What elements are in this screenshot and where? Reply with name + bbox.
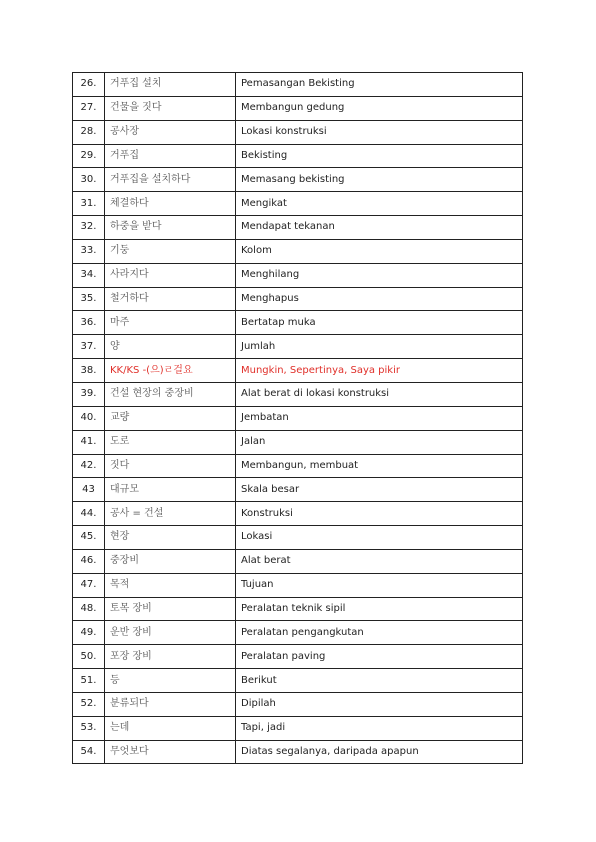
table-row	[73, 239, 523, 263]
row-number: 43	[73, 478, 105, 502]
korean-term: 거푸집 설치	[105, 73, 236, 97]
table-row	[73, 645, 523, 669]
korean-term: 양	[105, 335, 236, 359]
row-number: 34.	[73, 263, 105, 287]
table-row	[73, 73, 523, 97]
row-number: 31.	[73, 192, 105, 216]
indonesian-translation: Membangun, membuat	[236, 454, 523, 478]
indonesian-translation: Mengikat	[236, 192, 523, 216]
table-row	[73, 359, 523, 383]
table-row	[73, 669, 523, 693]
korean-term: 거푸집을 설치하다	[105, 168, 236, 192]
korean-term: 무엇보다	[105, 740, 236, 764]
korean-term: 체결하다	[105, 192, 236, 216]
korean-term: 대규모	[105, 478, 236, 502]
indonesian-translation: Jumlah	[236, 335, 523, 359]
indonesian-translation: Tujuan	[236, 573, 523, 597]
indonesian-translation: Alat berat di lokasi konstruksi	[236, 382, 523, 406]
row-number: 40.	[73, 406, 105, 430]
table-row	[73, 382, 523, 406]
indonesian-translation: Mendapat tekanan	[236, 216, 523, 240]
vocabulary-table-body	[73, 73, 523, 764]
table-row	[73, 406, 523, 430]
indonesian-translation: Menghapus	[236, 287, 523, 311]
table-row	[73, 621, 523, 645]
table-row	[73, 478, 523, 502]
vocabulary-table	[72, 72, 523, 764]
row-number: 28.	[73, 120, 105, 144]
row-number: 39.	[73, 382, 105, 406]
indonesian-translation: Bertatap muka	[236, 311, 523, 335]
korean-term: 운반 장비	[105, 621, 236, 645]
korean-term: 는데	[105, 716, 236, 740]
indonesian-translation: Berikut	[236, 669, 523, 693]
table-row	[73, 96, 523, 120]
korean-term: 포장 장비	[105, 645, 236, 669]
table-row	[73, 454, 523, 478]
table-row	[73, 335, 523, 359]
indonesian-translation: Alat berat	[236, 549, 523, 573]
indonesian-translation: Memasang bekisting	[236, 168, 523, 192]
row-number: 26.	[73, 73, 105, 97]
korean-term: 건물을 짓다	[105, 96, 236, 120]
indonesian-translation: Peralatan pengangkutan	[236, 621, 523, 645]
korean-term: 등	[105, 669, 236, 693]
table-row	[73, 287, 523, 311]
indonesian-translation: Menghilang	[236, 263, 523, 287]
indonesian-translation: Konstruksi	[236, 502, 523, 526]
row-number: 29.	[73, 144, 105, 168]
row-number: 46.	[73, 549, 105, 573]
row-number: 48.	[73, 597, 105, 621]
indonesian-translation: Jembatan	[236, 406, 523, 430]
indonesian-translation: Lokasi konstruksi	[236, 120, 523, 144]
row-number: 49.	[73, 621, 105, 645]
row-number: 30.	[73, 168, 105, 192]
row-number: 47.	[73, 573, 105, 597]
row-number: 50.	[73, 645, 105, 669]
korean-term: 하중을 받다	[105, 216, 236, 240]
row-number: 36.	[73, 311, 105, 335]
table-row	[73, 549, 523, 573]
table-row	[73, 192, 523, 216]
korean-term: 공사 = 건설	[105, 502, 236, 526]
table-row	[73, 692, 523, 716]
table-row	[73, 502, 523, 526]
indonesian-translation: Peralatan paving	[236, 645, 523, 669]
table-row	[73, 573, 523, 597]
korean-term: 분류되다	[105, 692, 236, 716]
table-row	[73, 216, 523, 240]
table-row	[73, 120, 523, 144]
table-row	[73, 430, 523, 454]
korean-term: 철거하다	[105, 287, 236, 311]
table-row	[73, 311, 523, 335]
korean-term: 도로	[105, 430, 236, 454]
korean-term: 토목 장비	[105, 597, 236, 621]
korean-term: 마주	[105, 311, 236, 335]
table-row	[73, 168, 523, 192]
table-row	[73, 526, 523, 550]
row-number: 52.	[73, 692, 105, 716]
row-number: 33.	[73, 239, 105, 263]
korean-term: 교량	[105, 406, 236, 430]
table-row	[73, 716, 523, 740]
indonesian-translation: Peralatan teknik sipil	[236, 597, 523, 621]
row-number: 35.	[73, 287, 105, 311]
table-row	[73, 144, 523, 168]
korean-term: 건설 현장의 중장비	[105, 382, 236, 406]
row-number: 42.	[73, 454, 105, 478]
row-number: 51.	[73, 669, 105, 693]
korean-term: 목적	[105, 573, 236, 597]
indonesian-translation: Dipilah	[236, 692, 523, 716]
indonesian-translation: Tapi, jadi	[236, 716, 523, 740]
row-number: 53.	[73, 716, 105, 740]
row-number: 38.	[73, 359, 105, 383]
korean-term: 중장비	[105, 549, 236, 573]
indonesian-translation: Diatas segalanya, daripada apapun	[236, 740, 523, 764]
row-number: 54.	[73, 740, 105, 764]
indonesian-translation: Lokasi	[236, 526, 523, 550]
row-number: 45.	[73, 526, 105, 550]
indonesian-translation: Jalan	[236, 430, 523, 454]
table-row	[73, 597, 523, 621]
indonesian-translation: Bekisting	[236, 144, 523, 168]
row-number: 44.	[73, 502, 105, 526]
indonesian-translation: Pemasangan Bekisting	[236, 73, 523, 97]
korean-term: 사라지다	[105, 263, 236, 287]
row-number: 32.	[73, 216, 105, 240]
korean-term: 공사장	[105, 120, 236, 144]
row-number: 37.	[73, 335, 105, 359]
korean-term: 짓다	[105, 454, 236, 478]
korean-term: 기둥	[105, 239, 236, 263]
indonesian-translation: Membangun gedung	[236, 96, 523, 120]
row-number: 27.	[73, 96, 105, 120]
korean-term: 거푸집	[105, 144, 236, 168]
korean-term: KK/KS -(으)ㄹ걸요	[105, 359, 236, 383]
row-number: 41.	[73, 430, 105, 454]
table-row	[73, 263, 523, 287]
indonesian-translation: Kolom	[236, 239, 523, 263]
table-row	[73, 740, 523, 764]
korean-term: 현장	[105, 526, 236, 550]
indonesian-translation: Skala besar	[236, 478, 523, 502]
indonesian-translation: Mungkin, Sepertinya, Saya pikir	[236, 359, 523, 383]
